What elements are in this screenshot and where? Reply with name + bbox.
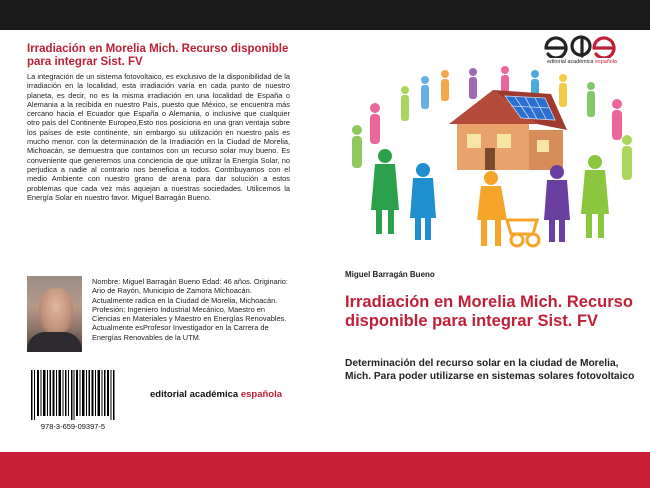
back-cover-description: La integración de un sistema fotovoltaico, es exclusivo de la disponibilidad de la irradiación en la localidad, esta irradiación varía en cada punto de nuestro planeta, es decir, no es la misma irradiación en una localidad de España o Alemania a la recibida en nuestro País, puesto que México, se encuentra más cercano hacia el Ecuador que España o Alemania, o inclusive que cualquier otro país del Continente Europeo,Esto nos posiciona en una gran ventaja sobre los países de este continente, sin embargo su utilización en nuestro país es mucho menor. con la determinación de la Irradiación en la Ciudad de Morelia, Michoacán, se demuestra que contamos con un recurso solar muy bueno. Es conveniente que generemos una conciencia de que utilizar la Energía Solar, no perjudica a nadie al contrario nos beneficia a todos. Contribuyamos con el medio Ambiente con nuestro grano de arena para dar solución a estos problemas que cada vez más aquejan a nuestras sociedades. Utilicemos la Energía Solar en nuestro favor. Miguel Barragán Bueno. — [27, 72, 290, 202]
author-face — [39, 288, 73, 334]
spine — [318, 30, 334, 452]
barcode — [27, 370, 119, 432]
back-publisher-main: editorial académica — [150, 389, 241, 400]
logo-text-accent: española — [595, 59, 617, 65]
back-cover-title: Irradiación en Morelia Mich. Recurso disponible para integrar Sist. FV — [27, 43, 289, 68]
top-band — [0, 0, 650, 30]
front-title: Irradiación en Morelia Mich. Recurso disponible para integrar Sist. FV — [345, 293, 633, 330]
author-bio: Nombre: Miguel Barragán Bueno Edad: 46 años. Originario: Ario de Rayón, Municipio de Zamora Michoacán. Actualmente radica en la Ciudad de Morelia, Michoacán. Profesión: Ingeniero Industrial Mecánico, Maestro en Ciencias en Materiales y Maestro en Energías Renovables. Actualmente esProfesor Investigador en la Carrera de Energías Renovables de la UTM. — [92, 277, 288, 342]
bottom-band — [0, 452, 650, 488]
solar-house-people-illustration — [345, 60, 635, 260]
back-publisher-accent: española — [240, 389, 283, 400]
isbn: 978-3-659-09397-5 — [40, 422, 106, 431]
author-shirt — [27, 332, 82, 352]
logo-text-main: editorial académica — [547, 59, 596, 65]
illustration-graphic — [345, 60, 635, 260]
barcode-icon — [29, 370, 117, 420]
back-publisher — [150, 389, 282, 400]
author-portrait — [27, 276, 82, 352]
front-author: Miguel Barragán Bueno — [345, 270, 435, 279]
eae-logo — [542, 34, 622, 58]
front-subtitle: Determinación del recurso solar en la ciudad de Morelia, Mich. Para poder utilizarse en sistemas solares fotovoltaico — [345, 358, 635, 382]
